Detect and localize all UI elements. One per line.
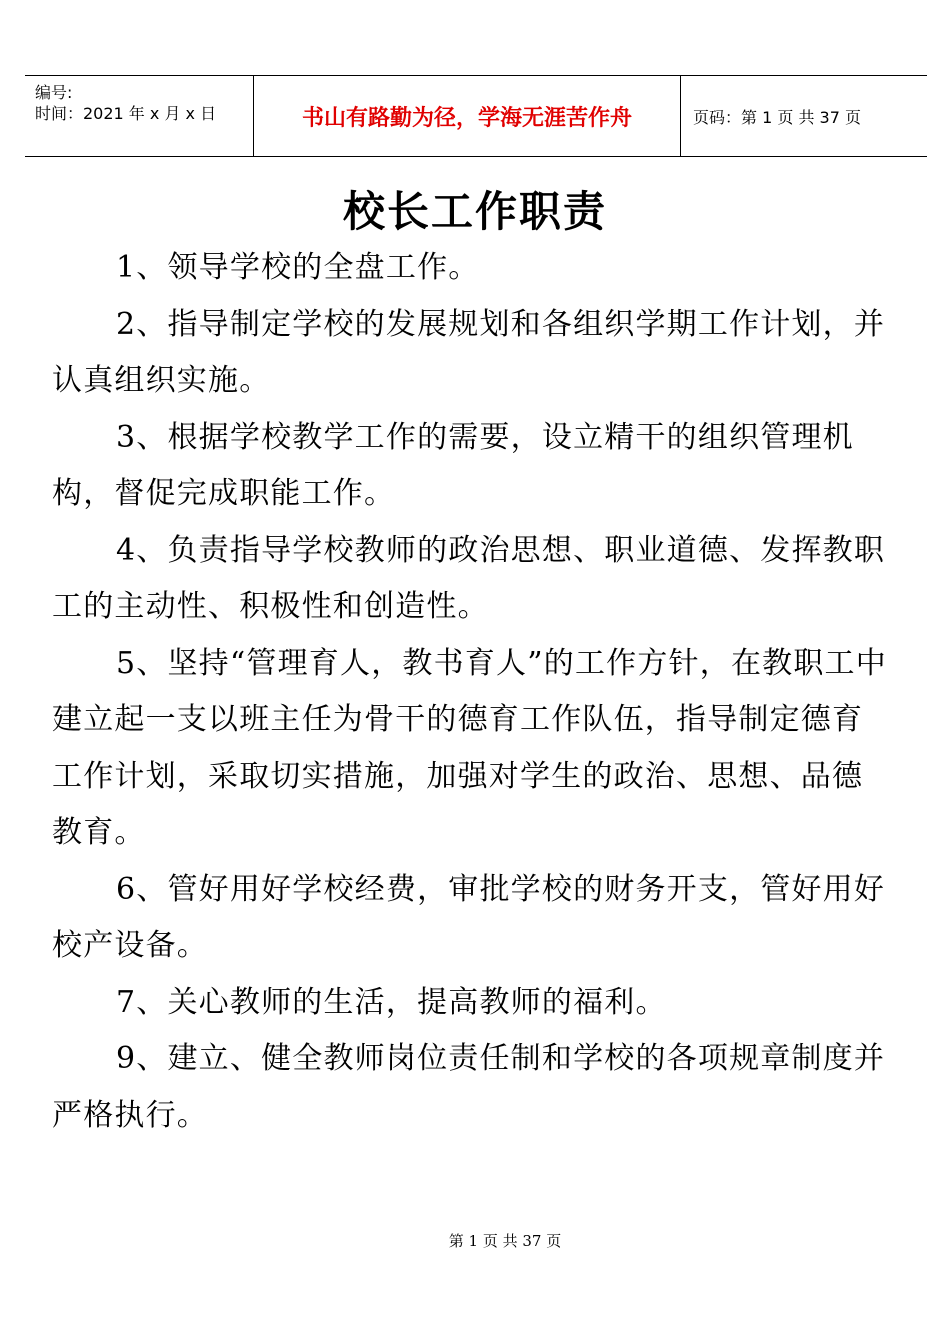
duty-item-6: 6、管好用好学校经费，审批学校的财务开支，管好用好校产设备。 (52, 871, 886, 963)
document-number-label: 编号: (35, 83, 73, 102)
header-page-info: 页码：第 1 页 共 37 页 (693, 107, 861, 127)
duty-item-4: 4、负责指导学校教师的政治思想、职业道德、发挥教职工的主动性、积极性和创造性。 (52, 532, 886, 624)
page-title: 校长工作职责 (342, 187, 607, 236)
duty-item-3: 3、根据学校教学工作的需要，设立精干的组织管理机构，督促完成职能工作。 (52, 419, 854, 511)
duty-item-9: 9、建立、健全教师岗位责任制和学校的各项规章制度并严格执行。 (52, 1041, 886, 1133)
header-motto: 书山有路勤为径，学海无涯苦作舟 (254, 76, 681, 156)
page-footer: 第 1 页 共 37 页 (448, 1232, 562, 1250)
duty-item-1: 1、领导学校的全盘工作。 (116, 250, 480, 285)
duty-item-7: 7、关心教师的生活，提高教师的福利。 (116, 984, 667, 1020)
header-meta (25, 76, 254, 156)
document-body (52, 240, 892, 1144)
document-header (25, 75, 927, 157)
document-time-label: 时间：2021 年 x 月 x 日 (35, 104, 217, 123)
duty-item-5: 5、坚持“管理育人，教书育人”的工作方针，在教职工中建立起一支以班主任为骨干的德育工作队伍，指导制定德育工作计划，采取切实措施，加强对学生的政治、思想、品德教育。 (52, 645, 887, 850)
duty-item-2: 2、指导制定学校的发展规划和各组织学期工作计划，并认真组织实施。 (52, 306, 886, 398)
